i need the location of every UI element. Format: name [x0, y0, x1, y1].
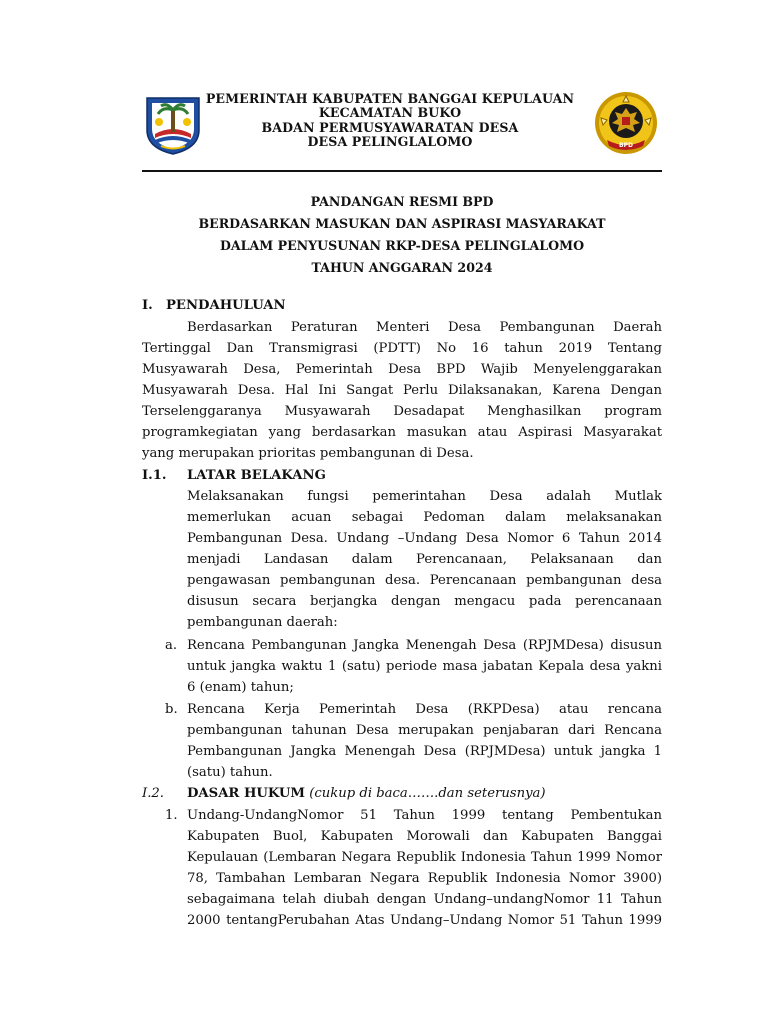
paragraph-line: yang merupakan prioritas pembangunan di Desa.	[142, 446, 474, 461]
list-item-line: pembangunan tahunan Desa merupakan penjabaran dari Rencana	[187, 723, 662, 738]
bpd-emblem-logo	[593, 90, 659, 156]
list-item-line: Kabupaten Buol, Kabupaten Morowali dan Kabupaten Banggai	[187, 829, 662, 844]
section-number: I.1.	[142, 468, 167, 483]
bpd-emblem-text: BPD	[619, 142, 633, 149]
title-line: TAHUN ANGGARAN 2024	[311, 260, 493, 275]
paragraph-line: Musyawarah Desa, Pemerintah Desa BPD Wajib Menyelenggarakan	[142, 362, 662, 377]
section-heading: LATAR BELAKANG	[187, 468, 326, 483]
list-item-line: Pembangunan Jangka Menengah Desa (RPJMDesa) untuk jangka 1	[187, 744, 662, 759]
paragraph-line: Terselenggaranya Musyawarah Desadapat Menghasilkan program	[142, 404, 662, 419]
paragraph-line: pengawasan pembangunan desa. Perencanaan pembangunan desa	[187, 573, 662, 588]
list-item-line: Rencana Kerja Pemerintah Desa (RKPDesa) atau rencana	[187, 702, 662, 717]
paragraph-line: Musyawarah Desa. Hal Ini Sangat Perlu Dilaksanakan, Karena Dengan	[142, 383, 662, 398]
title-line: DALAM PENYUSUNAN RKP-DESA PELINGLALOMO	[219, 238, 585, 253]
list-item-line: 6 (enam) tahun;	[187, 680, 294, 695]
title-line: BERDASARKAN MASUKAN DAN ASPIRASI MASYARAKAT	[198, 216, 606, 231]
paragraph-line: Melaksanakan fungsi pemerintahan Desa adalah Mutlak	[187, 489, 662, 504]
kabupaten-crest-logo	[141, 94, 205, 156]
letterhead-village: DESA PELINGLALOMO	[307, 134, 473, 150]
paragraph-line: menjadi Landasan dalam Perencanaan, Pelaksanaan dan	[187, 552, 662, 567]
list-item-line: untuk jangka waktu 1 (satu) periode masa jabatan Kepala desa yakni	[187, 659, 662, 674]
section-heading: DASAR HUKUM	[187, 786, 306, 801]
section-heading: PENDAHULUAN	[166, 298, 286, 313]
section-number: I.	[142, 298, 153, 313]
list-marker: a.	[165, 638, 178, 653]
paragraph-line: Tertinggal Dan Transmigrasi (PDTT) No 16 tahun 2019 Tentang	[142, 341, 662, 356]
paragraph-line: Pembangunan Desa. Undang –Undang Desa Nomor 6 Tahun 2014	[187, 531, 662, 546]
list-item-line: 78, Tambahan Lembaran Negara Republik Indonesia Nomor 3900)	[187, 871, 662, 886]
letterhead-government: PEMERINTAH KABUPATEN BANGGAI KEPULAUAN	[205, 91, 575, 106]
paragraph-line: programkegiatan yang berdasarkan masukan atau Aspirasi Masyarakat	[142, 425, 662, 440]
list-item-line: sebagaimana telah diubah dengan Undang–undangNomor 11 Tahun	[187, 892, 662, 907]
list-marker: 1.	[165, 808, 178, 823]
paragraph-line: pembangunan daerah:	[187, 615, 338, 630]
list-item-line: Rencana Pembangunan Jangka Menengah Desa (RPJMDesa) disusun	[187, 638, 662, 653]
document-title	[142, 191, 662, 279]
letterhead	[200, 92, 580, 150]
list-item-line: Kepulauan (Lembaran Negara Republik Indonesia Tahun 1999 Nomor	[187, 850, 662, 865]
section-number: I.2.	[142, 786, 164, 801]
list-item-line: Undang-UndangNomor 51 Tahun 1999 tentang Pembentukan	[187, 808, 662, 823]
section-heading-row	[187, 784, 546, 804]
list-marker: b.	[165, 702, 178, 717]
paragraph-line: memerlukan acuan sebagai Pedoman dalam melaksanakan	[187, 510, 662, 525]
letterhead-district: KECAMATAN BUKO	[318, 105, 462, 121]
paragraph-line: disusun secara berjangka dengan mengacu pada perencanaan	[187, 594, 662, 609]
paragraph-line: Berdasarkan Peraturan Menteri Desa Pembangunan Daerah	[187, 320, 662, 335]
letterhead-agency: BADAN PERMUSYAWARATAN DESA	[261, 119, 519, 135]
list-item-line: (satu) tahun.	[187, 765, 273, 780]
list-item-line: 2000 tentangPerubahan Atas Undang–Undang Nomor 51 Tahun 1999	[187, 913, 662, 928]
letterhead-divider	[142, 170, 662, 172]
section-note: (cukup di baca…….dan seterusnya)	[309, 786, 546, 801]
title-line: PANDANGAN RESMI BPD	[310, 194, 494, 209]
